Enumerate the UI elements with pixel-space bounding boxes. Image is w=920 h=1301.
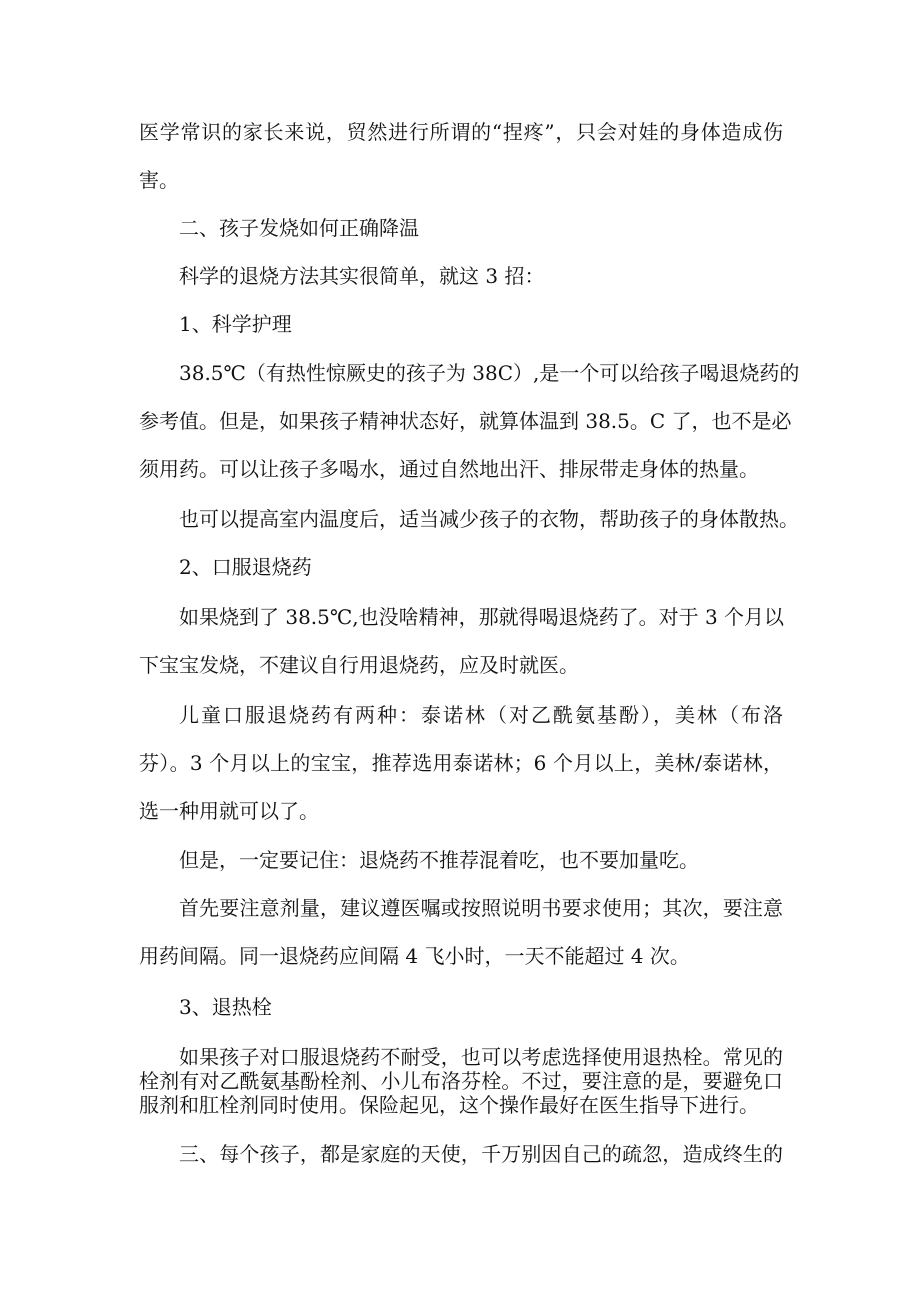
paragraph-line: 芬）。3 个月以上的宝宝，推荐选用泰诺林；6 个月以上，美林/泰诺林，	[139, 751, 783, 775]
paragraph-line: 须用药。可以让孩子多喝水，通过自然地出汗、排尿带走身体的热量。	[139, 457, 759, 481]
section-heading: 三、每个孩子，都是家庭的天使，千万别因自己的疏忽，造成终生的	[179, 1142, 783, 1166]
paragraph-line: 栓剂有对乙酰氨基酚栓剂、小儿布洛芬栓。不过，要注意的是，要避免口	[139, 1069, 783, 1093]
paragraph-line: 下宝宝发烧，不建议自行用退烧药，应及时就医。	[139, 653, 579, 677]
paragraph-line: 但是，一定要记住：退烧药不推荐混着吃，也不要加量吃。	[179, 848, 699, 872]
subsection-heading: 3、退热栓	[179, 995, 272, 1019]
paragraph-line: 害。	[139, 168, 179, 192]
paragraph-line: 如果烧到了 38.5℃,也没啥精神，那就得喝退烧药了。对于 3 个月以	[179, 605, 785, 629]
paragraph-line: 首先要注意剂量，建议遵医嘱或按照说明书要求使用；其次，要注意	[179, 896, 783, 920]
paragraph-line: 参考值。但是，如果孩子精神状态好，就算体温到 38.5。C 了，也不是必	[139, 409, 792, 433]
paragraph-line: 如果孩子对口服退烧药不耐受，也可以考虑选择使用退热栓。常见的	[179, 1045, 783, 1069]
paragraph-line: 儿童口服退烧药有两种：泰诺林（对乙酰氨基酚），美林（布洛	[179, 703, 783, 727]
paragraph-line: 用药间隔。同一退烧药应间隔 4 飞小时，一天不能超过 4 次。	[139, 944, 690, 968]
paragraph-line: 服剂和肛栓剂同时使用。保险起见，这个操作最好在医生指导下进行。	[139, 1093, 759, 1117]
section-heading: 二、孩子发烧如何正确降温	[179, 216, 419, 240]
subsection-heading: 1、科学护理	[179, 312, 292, 336]
subsection-heading: 2、口服退烧药	[179, 555, 312, 579]
paragraph-line: 医学常识的家长来说，贸然进行所谓的“捏疼”，只会对娃的身体造成伤	[139, 120, 783, 144]
paragraph-line: 也可以提高室内温度后，适当减少孩子的衣物，帮助孩子的身体散热。	[179, 507, 799, 531]
paragraph-line: 选一种用就可以了。	[139, 799, 319, 823]
paragraph-line: 科学的退烧方法其实很简单，就这 3 招：	[179, 264, 545, 288]
paragraph-line: 38.5℃（有热性惊厥史的孩子为 38C）,是一个可以给孩子喝退烧药的	[179, 361, 800, 385]
